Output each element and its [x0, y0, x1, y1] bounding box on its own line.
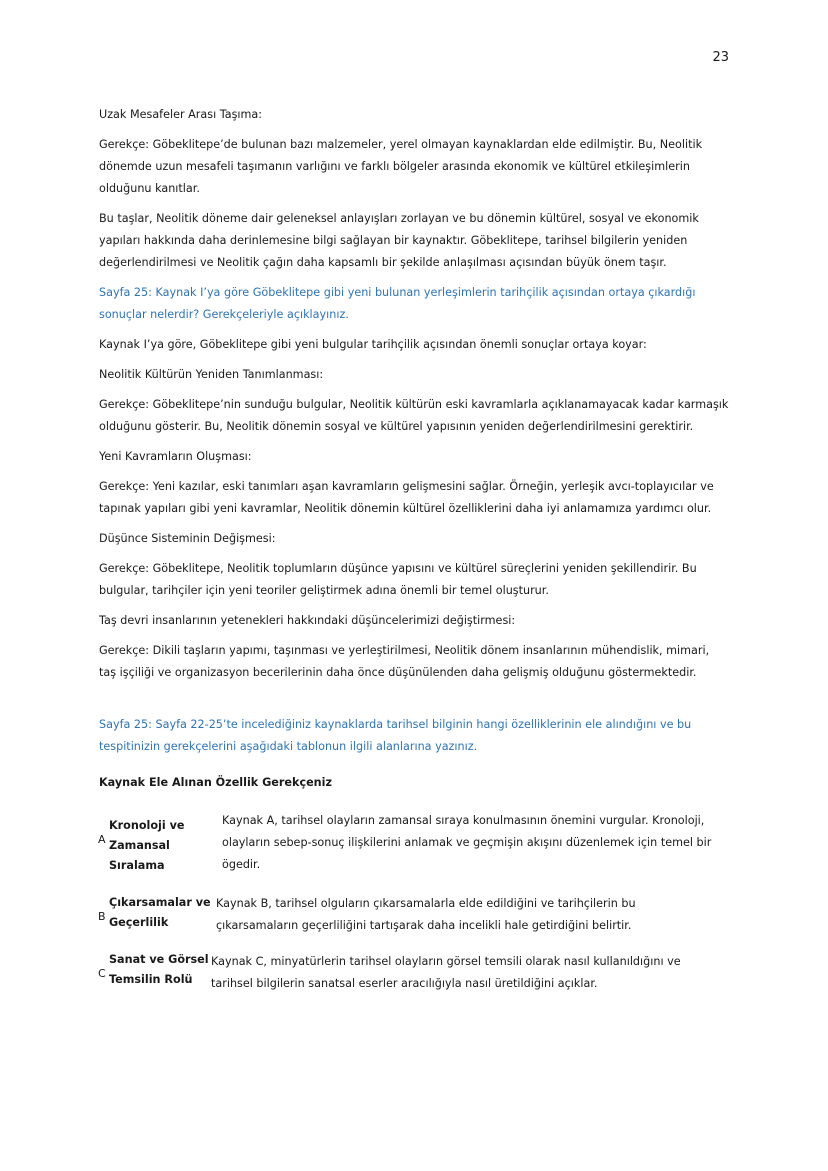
section-heading: Uzak Mesafeler Arası Taşıma: [99, 108, 263, 121]
question-text: Sayfa 25: Kaynak I’ya göre Göbeklitepe gibi yeni bulunan yerleşimlerin tarihçilik açısından ortaya çıkardığı sonuçlar nelerdir? Gerekçeleriyle açıklayınız. [99, 286, 696, 321]
question-text: Sayfa 25: Sayfa 22-25’te incelediğiniz kaynaklarda tarihsel bilginin hangi özelliklerinin ele alındığını ve bu tespitinizin gerekçelerini aşağıdaki tablonun ilgili alanlarına yazınız. [99, 718, 692, 753]
table-row [99, 951, 729, 1001]
paragraph: Kaynak I’ya göre, Göbeklitepe gibi yeni bulgular tarihçilik açısından önemli sonuçlar ortaya koyar: [99, 338, 647, 351]
section-heading: Taş devri insanlarının yetenekleri hakkındaki düşüncelerimizi değiştirmesi: [99, 614, 516, 627]
section-heading: Yeni Kavramların Oluşması: [99, 450, 252, 463]
paragraph: Gerekçe: Göbeklitepe, Neolitik toplumların düşünce yapısını ve kültürel süreçlerini yeniden şekillendirir. Bu bulgular, tarihçiler için yeni teoriler geliştirmek adına önemli bir temel oluşturur. [99, 562, 697, 597]
row-letter: C [98, 967, 106, 980]
paragraph: Gerekçe: Göbeklitepe’de bulunan bazı malzemeler, yerel olmayan kaynaklardan elde edilmiştir. Bu, Neolitik dönemde uzun mesafeli taşımanın varlığını ve farklı bölgeler arasında ekonomik ve kültürel etkileşimlerin olduğunu kanıtlar. [99, 138, 703, 195]
section-heading: Düşünce Sisteminin Değişmesi: [99, 532, 276, 545]
table-header: Kaynak Ele Alınan Özellik Gerekçeniz [99, 776, 332, 789]
row-letter: B [98, 910, 106, 923]
row-feature: Sanat ve Görsel Temsilin Rolü [109, 953, 209, 986]
paragraph: Gerekçe: Göbeklitepe’nin sunduğu bulgular, Neolitik kültürün eski kavramlarla açıklanamayacak kadar karmaşık olduğunu gösterir. Bu, Neolitik dönemin sosyal ve kültürel yapısının yeniden değerlendirilmesini gerektirir. [99, 398, 729, 433]
row-feature: Kronoloji ve Zamansal Sıralama [109, 819, 185, 872]
row-letter: A [98, 833, 106, 846]
paragraph: Bu taşlar, Neolitik döneme dair geleneksel anlayışları zorlayan ve bu dönemin kültürel, sosyal ve ekonomik yapıları hakkında daha derinlemesine bilgi sağlayan bir kaynaktır. Göbeklitepe, tarihsel bilgilerin yeniden değerlendirilmesi ve Neolitik çağın daha kapsamlı bir şekilde anlaşılması açısından büyük önem taşır. [99, 212, 699, 269]
row-justification: Kaynak A, tarihsel olayların zamansal sıraya konulmasının önemini vurgular. Kronoloji, olayların sebep-sonuç ilişkilerini anlamak ve geçmişin akışını düzenlemek için temel bir ögedir. [222, 814, 712, 871]
table-row [99, 810, 729, 893]
paragraph: Gerekçe: Yeni kazılar, eski tanımları aşan kavramların gelişmesini sağlar. Örneğin, yerleşik avcı-toplayıcılar ve tapınak yapıları gibi yeni kavramlar, Neolitik dönemin kültürel özelliklerini daha iyi anlamamıza yardımcı olur. [99, 480, 714, 515]
section-heading: Neolitik Kültürün Yeniden Tanımlanması: [99, 368, 324, 381]
table-row [99, 893, 729, 951]
row-justification: Kaynak C, minyatürlerin tarihsel olayların görsel temsili olarak nasıl kullanıldığını ve tarihsel bilgilerin sanatsal eserler aracılığıyla nasıl üretildiğini açıklar. [211, 955, 681, 990]
page-number: 23 [712, 50, 729, 65]
paragraph: Gerekçe: Dikili taşların yapımı, taşınması ve yerleştirilmesi, Neolitik dönem insanlarının mühendislik, mimari, taş işçiliği ve organizasyon becerilerinin daha önce düşünülenden daha gelişmiş olduğunu göstermektedir. [99, 644, 710, 679]
row-feature: Çıkarsamalar ve Geçerlilik [109, 896, 211, 929]
row-justification: Kaynak B, tarihsel olguların çıkarsamalarla elde edildiğini ve tarihçilerin bu çıkarsamaların geçerliliğini tartışarak daha incelikli hale getirdiğini belirtir. [216, 897, 636, 932]
document-body [99, 104, 729, 1001]
